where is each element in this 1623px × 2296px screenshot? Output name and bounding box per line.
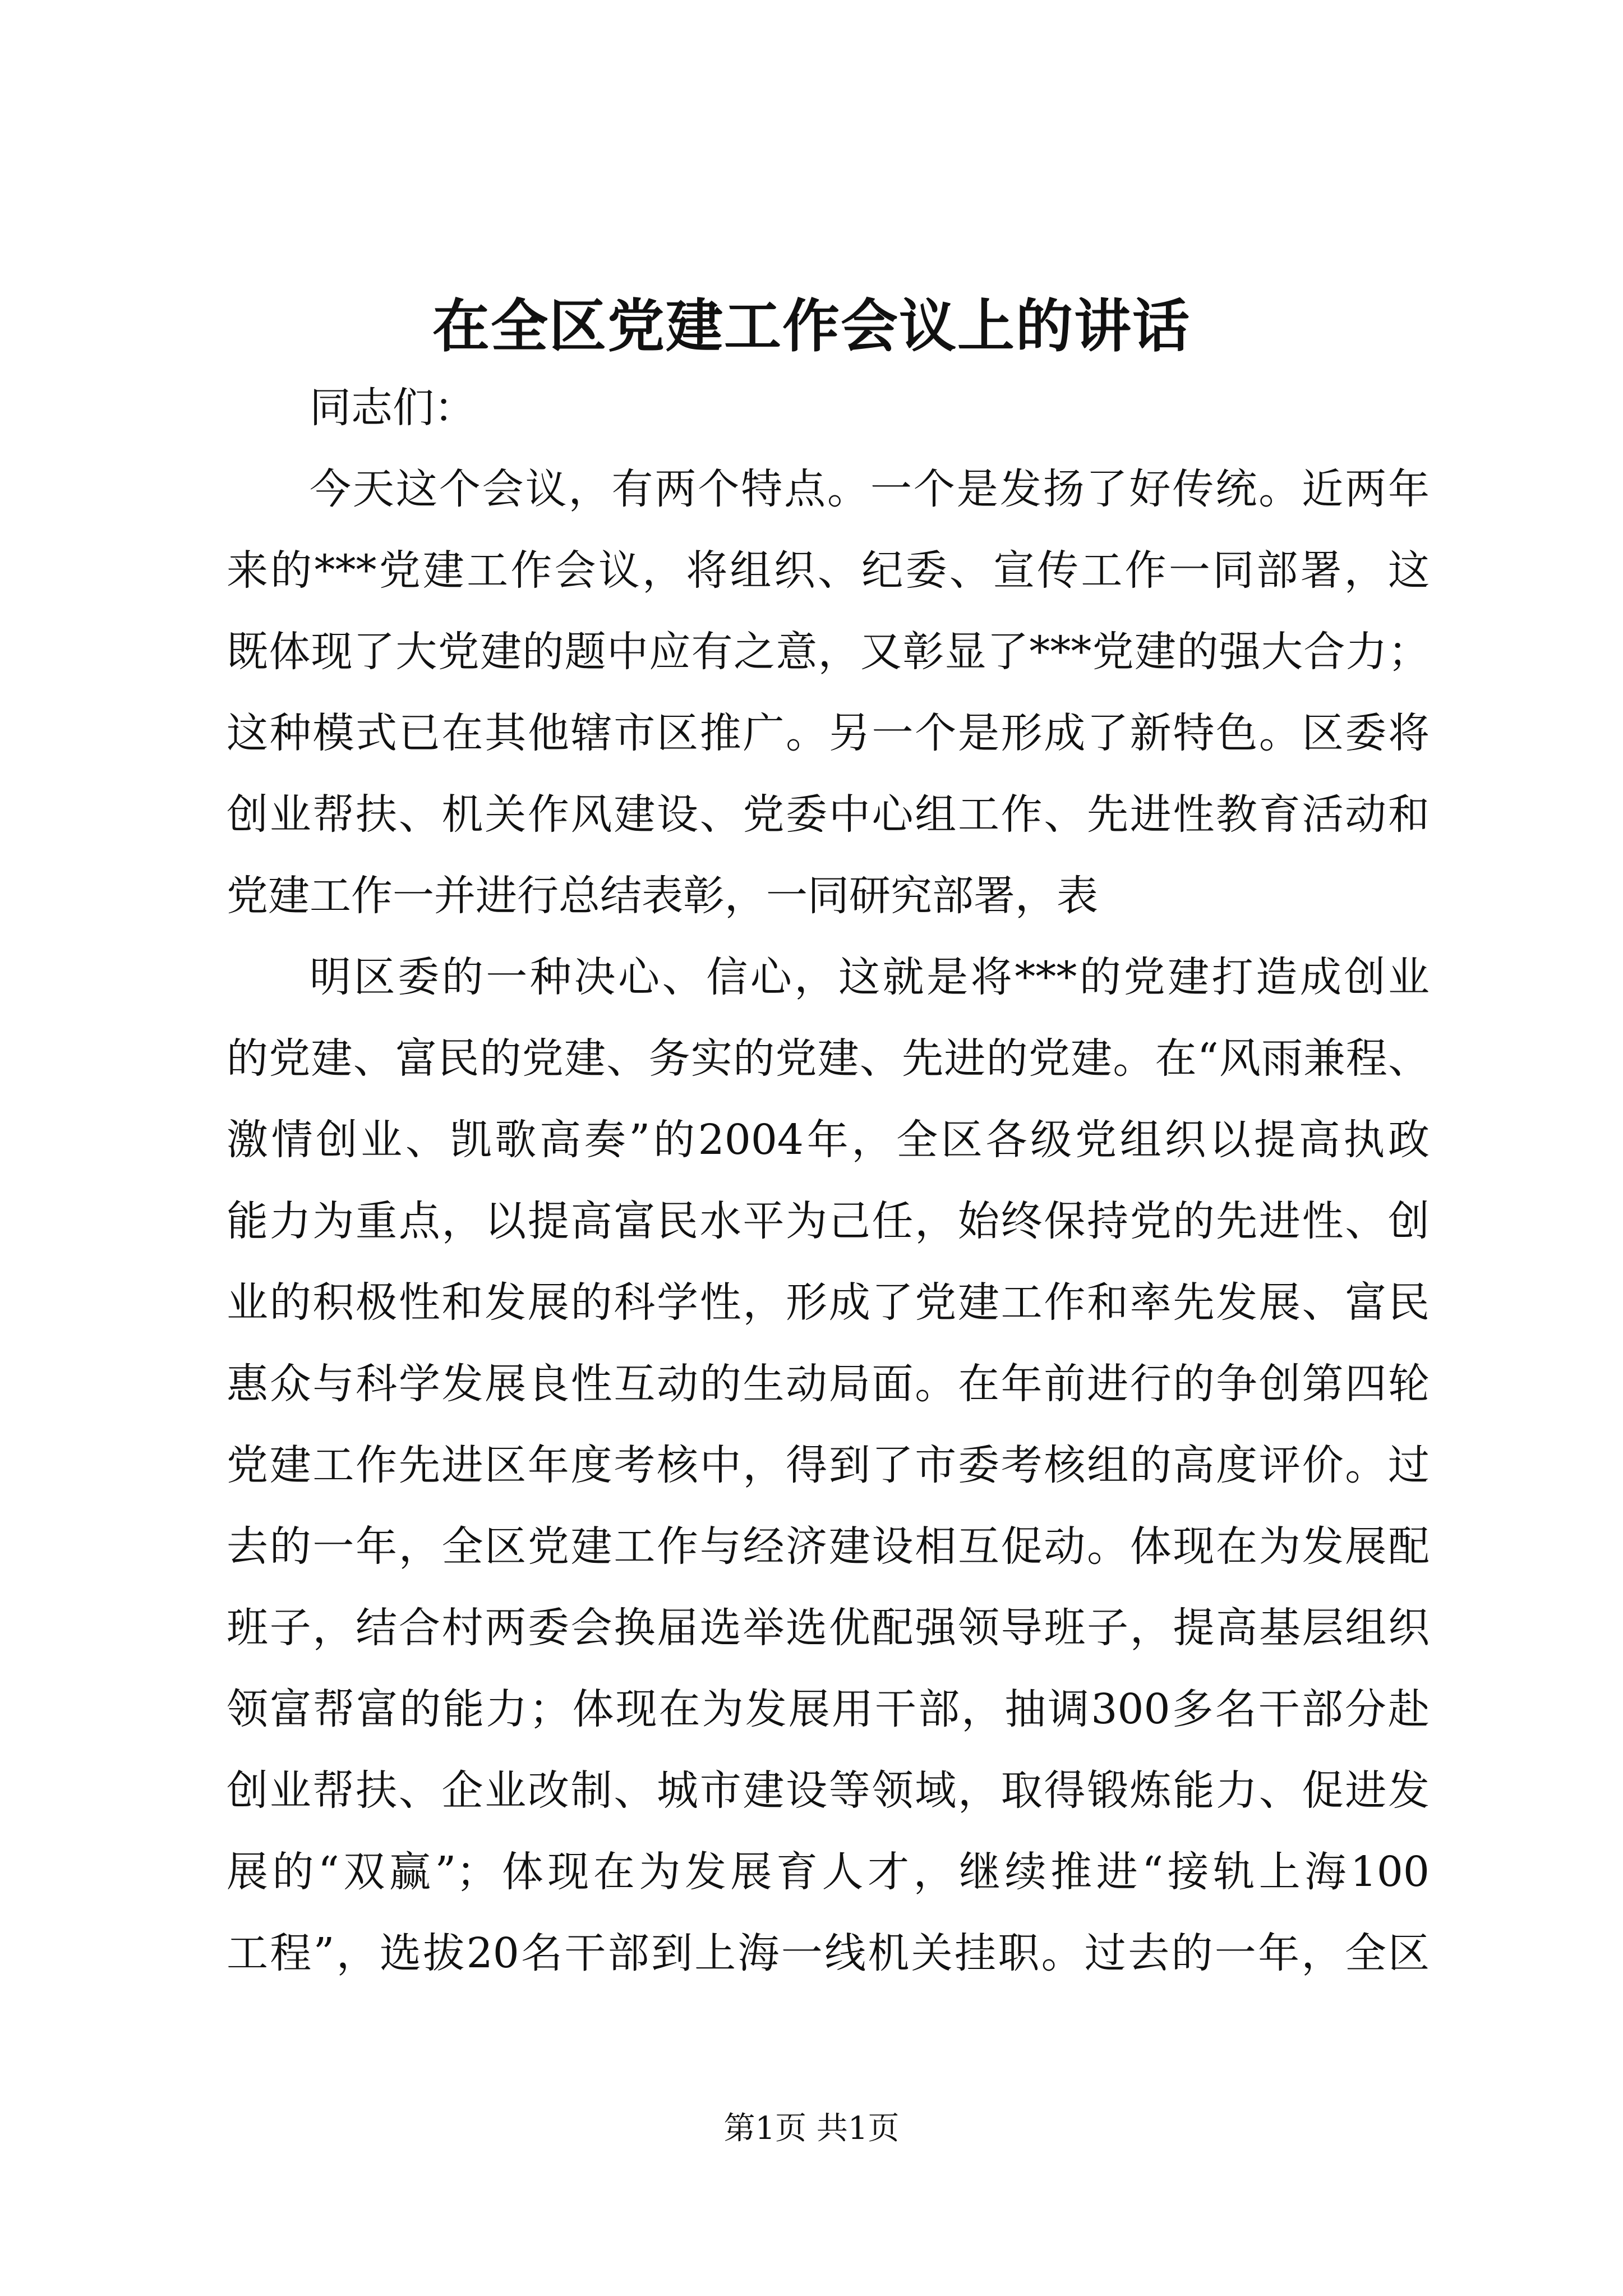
document-title: 在全区党建工作会议上的讲话 (432, 293, 1191, 360)
greeting-line: 同志们： (310, 384, 476, 432)
paragraph-line: 创业帮扶、机关作风建设、党委中心组工作、先进性教育活动和 (227, 790, 1430, 839)
paragraph-line: 激情创业、凯歌高奏”的2004年，全区各级党组织以提高执政 (227, 1116, 1430, 1164)
paragraph-line: 惠众与科学发展良性互动的生动局面。在年前进行的争创第四轮 (227, 1360, 1430, 1408)
paragraph-line: 来的***党建工作会议，将组织、纪委、宣传工作一同部署，这 (227, 546, 1430, 595)
paragraph-line: 业的积极性和发展的科学性，形成了党建工作和率先发展、富民 (227, 1278, 1430, 1327)
paragraph-line: 党建工作一并进行总结表彰，一同研究部署，表 (227, 872, 1098, 920)
page-footer: 第1页 共1页 (723, 2110, 900, 2147)
paragraph-line: 这种模式已在其他辖市区推广。另一个是形成了新特色。区委将 (227, 709, 1430, 757)
paragraph-line: 党建工作先进区年度考核中，得到了市委考核组的高度评价。过 (227, 1441, 1430, 1489)
paragraph-line: 的党建、富民的党建、务实的党建、先进的党建。在“风雨兼程、 (227, 1034, 1430, 1083)
paragraph-line: 去的一年，全区党建工作与经济建设相互促动。体现在为发展配 (227, 1522, 1430, 1571)
paragraph-line: 今天这个会议，有两个特点。一个是发扬了好传统。近两年 (310, 465, 1430, 513)
greeting-paragraph (227, 367, 1430, 449)
paragraph-line: 创业帮扶、企业改制、城市建设等领域，取得锻炼能力、促进发 (227, 1766, 1430, 1815)
paragraph-2 (227, 937, 1430, 1994)
paragraph-line: 能力为重点，以提高富民水平为己任，始终保持党的先进性、创 (227, 1197, 1430, 1245)
paragraph-1 (227, 449, 1430, 937)
paragraph-line: 既体现了大党建的题中应有之意，又彰显了***党建的强大合力； (227, 628, 1430, 676)
paragraph-line: 明区委的一种决心、信心，这就是将***的党建打造成创业 (310, 953, 1430, 1001)
document-body (227, 367, 1430, 1994)
paragraph-line: 展的“双赢”；体现在为发展育人才，继续推进“接轨上海100 (227, 1848, 1430, 1896)
paragraph-line: 工程”，选拔20名干部到上海一线机关挂职。过去的一年，全区 (227, 1929, 1430, 1977)
paragraph-line: 领富帮富的能力；体现在为发展用干部，抽调300多名干部分赴 (227, 1685, 1430, 1733)
paragraph-line: 班子，结合村两委会换届选举选优配强领导班子，提高基层组织 (227, 1604, 1430, 1652)
